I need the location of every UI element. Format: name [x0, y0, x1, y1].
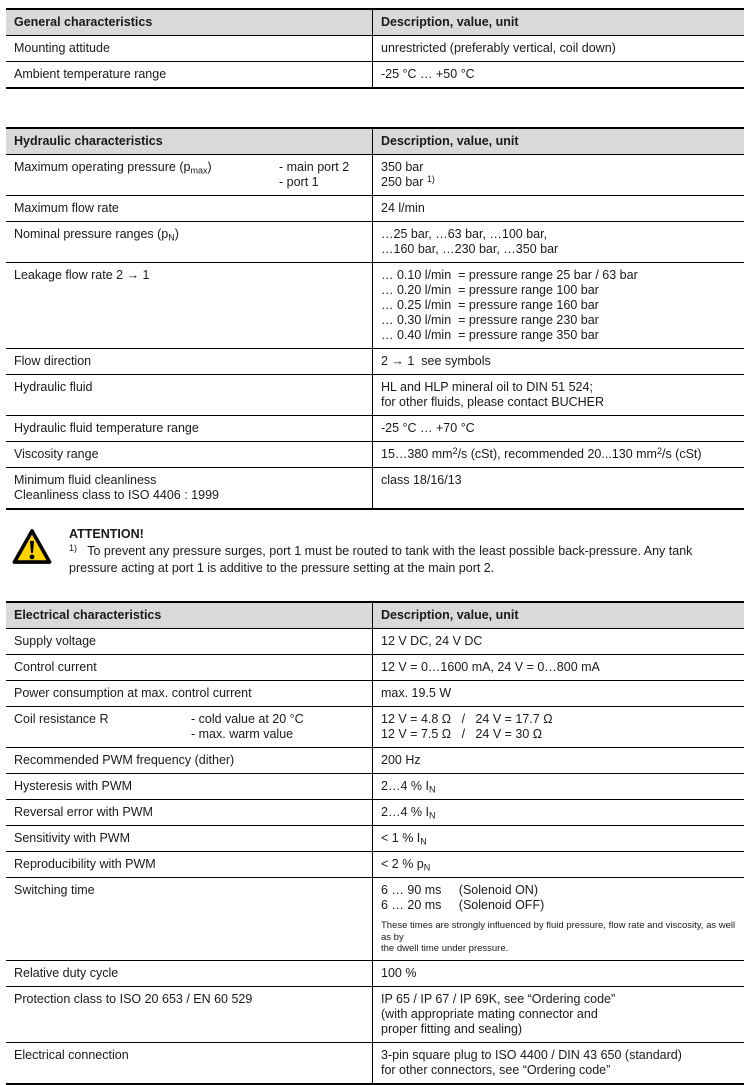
attention-title: ATTENTION! — [69, 527, 144, 541]
param-value-cell — [372, 375, 744, 415]
param-value-cell — [372, 62, 744, 87]
table-title-cell — [6, 10, 372, 35]
param-name-cell — [6, 468, 372, 508]
general-characteristics-table — [6, 8, 744, 89]
param-value-line: … 0.25 l/min = pressure range 160 bar — [381, 298, 599, 312]
param-name-cell — [6, 196, 372, 221]
param-value-cell — [372, 629, 744, 654]
param-name-line: Mounting attitude — [14, 41, 110, 55]
param-value-line: 250 bar $^{1)}$ — [381, 174, 435, 189]
param-value-cell — [372, 155, 744, 195]
param-value-line: < 1 % $I_N$ — [381, 831, 427, 847]
param-value-line: 200 Hz — [381, 753, 421, 767]
param-value-line: 6 … 20 ms (Solenoid OFF) — [381, 898, 545, 912]
table-row — [6, 1042, 744, 1083]
param-name-cell — [6, 222, 372, 262]
param-value-line: for other fluids, please contact BUCHER — [381, 395, 605, 409]
table-header-row — [6, 603, 744, 628]
param-value-cell — [372, 349, 744, 374]
param-name-cell — [6, 1043, 372, 1083]
param-value-line: -25 °C … +70 °C — [381, 421, 475, 435]
value-note — [381, 920, 736, 955]
param-value-line: …25 bar, …63 bar, …100 bar, — [381, 227, 548, 241]
param-value-line: …160 bar, …230 bar, …350 bar — [381, 242, 559, 256]
warning-icon — [12, 528, 52, 565]
value-column-header: Description, value, unit — [381, 608, 519, 622]
param-name-line: Reproducibility with PWM — [14, 857, 156, 871]
table-title: Electrical characteristics — [14, 608, 162, 622]
param-name-cell — [6, 774, 372, 799]
param-value-cell — [372, 655, 744, 680]
param-value-line: 6 … 90 ms (Solenoid ON) — [381, 883, 539, 897]
sub-label: - max. warm value — [191, 727, 294, 741]
param-name-line: Minimum fluid cleanliness — [14, 473, 157, 487]
param-value-line: < 2 % $p_N$ — [381, 857, 431, 873]
param-value-line: 12 V DC, 24 V DC — [381, 634, 483, 648]
table-row — [6, 154, 744, 195]
attention-note-line: $^{1)}$ To prevent any pressure surges, port 1 must be routed to tank with the least possible back-pressure. Any tank pressure acting at port 1 is additive to the pressure setting at the main port 2. — [69, 543, 696, 575]
param-name-line: Reversal error with PWM — [14, 805, 153, 819]
table-row — [6, 773, 744, 799]
param-value-line: 3-pin square plug to ISO 4400 / DIN 43 650 (standard) — [381, 1047, 682, 1062]
value-header-cell — [372, 603, 744, 628]
attention-note-text — [69, 543, 744, 577]
param-value-cell — [372, 826, 744, 851]
value-note-line: the dwell time under pressure. — [381, 943, 509, 954]
param-value-line: -25 °C … +50 °C — [381, 67, 475, 81]
table-row — [6, 851, 744, 877]
param-name-line: Flow direction — [14, 354, 92, 368]
attention-note — [12, 526, 744, 577]
param-value-line: IP 65 / IP 67 / IP 69K, see “Ordering code” — [381, 991, 616, 1006]
param-value-line: … 0.40 l/min = pressure range 350 bar — [381, 328, 599, 342]
param-name-cell — [6, 681, 372, 706]
table-row — [6, 374, 744, 415]
param-name-line: Control current — [14, 660, 97, 674]
param-name-cell — [6, 155, 372, 195]
table-title-cell — [6, 603, 372, 628]
table-row — [6, 262, 744, 348]
param-value-line: 24 l/min — [381, 201, 425, 215]
table-row — [6, 747, 744, 773]
table-row — [6, 221, 744, 262]
table-row — [6, 654, 744, 680]
param-name-cell — [6, 852, 372, 877]
param-value-cell — [372, 36, 744, 61]
sub-label: - main port 2 — [279, 160, 350, 174]
param-name-line: Hysteresis with PWM — [14, 779, 133, 793]
electrical-characteristics-table — [6, 601, 744, 1085]
param-value-cell — [372, 1043, 744, 1083]
table-row — [6, 195, 744, 221]
param-value-line: 12 V = 4.8 Ω / 24 V = 17.7 Ω — [381, 712, 553, 726]
param-name-cell — [6, 961, 372, 986]
param-value-line: 2…4 % $I_N$ — [381, 805, 436, 821]
table-row — [6, 706, 744, 747]
param-name-line: Leakage flow rate 2 → 1 — [14, 268, 150, 282]
param-name-cell — [6, 629, 372, 654]
param-value-cell — [372, 681, 744, 706]
value-column-header: Description, value, unit — [381, 15, 519, 29]
value-column-header: Description, value, unit — [381, 134, 519, 148]
table-row — [6, 680, 744, 706]
param-value-cell — [372, 987, 744, 1042]
param-name-line: Power consumption at max. control current — [14, 686, 252, 700]
param-name-line: Maximum flow rate — [14, 201, 119, 215]
param-value-line: HL and HLP mineral oil to DIN 51 524; — [381, 380, 593, 394]
value-header-cell — [372, 10, 744, 35]
param-value-line: 350 bar — [381, 160, 424, 174]
table-row — [6, 348, 744, 374]
param-value-line: class 18/16/13 — [381, 473, 462, 487]
param-name-line: Electrical connection — [14, 1047, 129, 1062]
param-name-cell — [6, 62, 372, 87]
param-value-line: for other connectors, see “Ordering code” — [381, 1062, 611, 1077]
param-name-cell — [6, 655, 372, 680]
param-value-cell — [372, 468, 744, 508]
sub-label: - port 1 — [279, 175, 319, 189]
table-header-row — [6, 10, 744, 35]
param-name-line: Hydraulic fluid temperature range — [14, 421, 199, 435]
table-title: General characteristics — [14, 15, 153, 29]
param-value-line: 15…380 $mm^2/s$ (cSt), recommended 20...130 $mm^2/s$ (cSt) — [381, 446, 702, 461]
param-value-cell — [372, 774, 744, 799]
param-value-line: 12 V = 7.5 Ω / 24 V = 30 Ω — [381, 727, 543, 741]
param-name-line: Cleanliness class to ISO 4406 : 1999 — [14, 488, 219, 502]
table-title: Hydraulic characteristics — [14, 134, 163, 148]
param-value-line: max. 19.5 W — [381, 686, 452, 700]
param-value-cell — [372, 416, 744, 441]
table-row — [6, 825, 744, 851]
param-name-cell — [6, 987, 372, 1042]
sub-label: - cold value at 20 °C — [191, 712, 304, 726]
table-row — [6, 441, 744, 467]
param-value-cell — [372, 852, 744, 877]
param-name-line: Viscosity range — [14, 447, 99, 461]
table-row — [6, 960, 744, 986]
param-name-cell — [6, 349, 372, 374]
param-value-line: unrestricted (preferably vertical, coil down) — [381, 41, 616, 55]
param-value-line: 12 V = 0…1600 mA, 24 V = 0…800 mA — [381, 660, 600, 674]
param-name-cell — [6, 707, 372, 747]
param-name-line: Hydraulic fluid — [14, 380, 93, 394]
param-value-line: 100 % — [381, 965, 417, 980]
param-value-cell — [372, 748, 744, 773]
param-name-cell — [6, 375, 372, 415]
param-value-cell — [372, 800, 744, 825]
param-value-line: … 0.20 l/min = pressure range 100 bar — [381, 283, 599, 297]
table-header-row — [6, 129, 744, 154]
param-name-line: Protection class to ISO 20 653 / EN 60 529 — [14, 991, 253, 1006]
param-name-line: Relative duty cycle — [14, 965, 119, 980]
param-name-cell — [6, 878, 372, 960]
param-value-line: 2 → 1 see symbols — [381, 354, 491, 368]
param-value-cell — [372, 196, 744, 221]
table-row — [6, 877, 744, 960]
table-title-cell — [6, 129, 372, 154]
param-name-cell — [6, 826, 372, 851]
param-name-cell — [6, 263, 372, 348]
param-name-line: Supply voltage — [14, 634, 97, 648]
table-row — [6, 799, 744, 825]
param-name-line: Switching time — [14, 883, 95, 897]
param-name-line: Recommended PWM frequency (dither) — [14, 753, 235, 767]
sub-label-column — [279, 160, 349, 190]
param-value-line: … 0.30 l/min = pressure range 230 bar — [381, 313, 599, 327]
param-value-cell — [372, 442, 744, 467]
param-value-line: (with appropriate mating connector and — [381, 1006, 598, 1021]
param-name-cell — [6, 36, 372, 61]
param-name-cell — [6, 748, 372, 773]
param-name-cell — [6, 800, 372, 825]
param-value-cell — [372, 707, 744, 747]
param-value-line: … 0.10 l/min = pressure range 25 bar / 63 bar — [381, 268, 638, 282]
param-name-cell — [6, 442, 372, 467]
param-name-line: Maximum operating pressure $(p_{max})$ — [14, 160, 212, 176]
hydraulic-characteristics-table — [6, 127, 744, 510]
table-row — [6, 986, 744, 1042]
param-value-cell — [372, 222, 744, 262]
table-row — [6, 415, 744, 441]
table-row — [6, 628, 744, 654]
param-name-cell — [6, 416, 372, 441]
param-value-cell — [372, 263, 744, 348]
attention-text — [69, 526, 744, 577]
param-value-cell — [372, 878, 744, 960]
param-name-line: Nominal pressure ranges $(p_N)$ — [14, 227, 179, 243]
section-gap — [6, 89, 746, 127]
table-row — [6, 61, 744, 87]
param-value-line: 2…4 % $I_N$ — [381, 779, 436, 795]
param-name-line: Ambient temperature range — [14, 67, 167, 81]
value-note-line: These times are strongly influenced by fluid pressure, flow rate and viscosity, as well as by — [381, 920, 738, 943]
table-row — [6, 467, 744, 508]
param-name-line: Coil resistance R — [14, 712, 109, 726]
sub-label-column — [191, 712, 304, 742]
param-value-cell — [372, 961, 744, 986]
param-value-line: proper fitting and sealing) — [381, 1021, 523, 1036]
table-row — [6, 35, 744, 61]
value-header-cell — [372, 129, 744, 154]
param-name-line: Sensitivity with PWM — [14, 831, 130, 845]
